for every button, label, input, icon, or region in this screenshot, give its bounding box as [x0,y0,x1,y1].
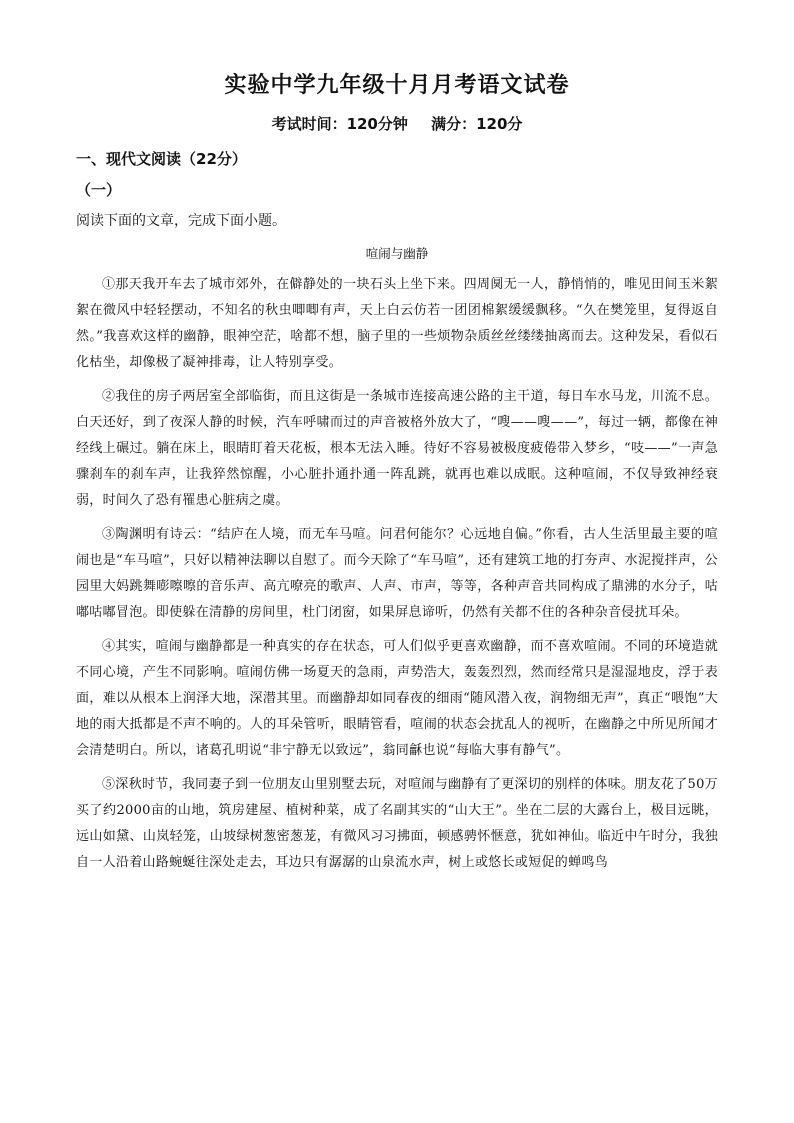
paragraph-1: ①那天我开车去了城市郊外，在僻静处的一块石头上坐下来。四周阒无一人，静悄悄的，唯见田间玉米絮絮在微风中轻轻摆动，不知名的秋虫唧唧有声，天上白云仿若一团团棉絮缓缓飘移。“久在樊笼里，复得返自然。”我喜欢这样的幽静，眼神空茫，啥都不想，脑子里的一些烦物杂质丝丝缕缕抽离而去。这种发呆，看似石化枯坐，却像极了凝神排毒，让人特别享受。 [76,277,718,370]
exam-time: 考试时间：120分钟 [271,115,408,133]
exam-info [76,113,718,134]
paragraph-2: ②我住的房子两居室全部临街，而且这街是一条城市连接高速公路的主干道，每日车水马龙，川流不息。白天还好，到了夜深人静的时候，汽车呼啸而过的声音被格外放大了，“嗖——嗖——”，每过一辆，都像在神经线上碾过。躺在床上，眼睛盯着天花板，根本无法入睡。待好不容易被极度疲倦带入梦乡，“吱——”一声急骤刹车的刹车声，让我猝然惊醒，小心脏扑通扑通一阵乱跳，就再也难以成眠。这种喧闹，不仅导致神经衰弱，时间久了恐有罹患心脏病之虞。 [76,389,718,508]
section-heading: 一、现代文阅读（22分） [76,150,247,168]
subsection-label: （一） [76,181,122,199]
article-title: 喧闹与幽静 [365,246,429,261]
full-score: 满分：120分 [431,115,523,133]
paragraph-5: ⑤深秋时节，我同妻子到一位朋友山里别墅去玩，对喧闹与幽静有了更深切的别样的体味。朋友花了50万买了约2000亩的山地，筑房建屋、植树种菜，成了名副其实的“山大王”。坐在二层的大露台上，极目远眺，远山如黛、山岚轻笼，山坡绿树葱密葱茏，有微风习习拂面，顿感骋怀惬意，犹如神仙。临近中午时分，我独自一人沿着山路蜿蜒往深处走去，耳边只有潺潺的山泉流水声，树上或悠长或短促的蝉鸣鸟 [76,777,718,870]
paragraph-3: ③陶渊明有诗云：“结庐在人境，而无车马喧。问君何能尔？心远地自偏。”你看，古人生活里最主要的喧闹也是“车马喧”，只好以精神法聊以自慰了。而今天除了“车马喧”，还有建筑工地的打夯声、水泥搅拌声，公园里大妈跳舞嘭嚓嚓的音乐声、高亢嘹亮的歌声、人声、市声，等等，各种声音共同构成了鼎沸的水分子，咕嘟咕嘟冒泡。即使躲在清静的房间里，杜门闭窗，如果屏息谛听，仍然有关都不住的各种杂音侵扰耳朵。 [76,527,718,620]
paragraph-4: ④其实，喧闹与幽静都是一种真实的存在状态，可人们似乎更喜欢幽静，而不喜欢喧闹。不同的环境造就不同心境，产生不同影响。喧闹仿佛一场夏天的急雨，声势浩大，轰轰烈烈，然而经常只是湿湿地皮，浮于表面，难以从根本上润泽大地，深潜其里。而幽静却如同春夜的细雨“随风潜入夜，润物细无声”，真正“喂饱”大地的雨大抵都是不声不响的。人的耳朵管听，眼睛管看，喧闹的状态会扰乱人的视听，在幽静之中所见所闻才会清楚明白。所以，诸葛孔明说“非宁静无以致远”，翁同龢也说“每临大事有静气”。 [76,639,718,758]
exam-title: 实验中学九年级十月月考语文试卷 [224,73,570,98]
reading-instruction: 阅读下面的文章，完成下面小题。 [76,213,286,229]
